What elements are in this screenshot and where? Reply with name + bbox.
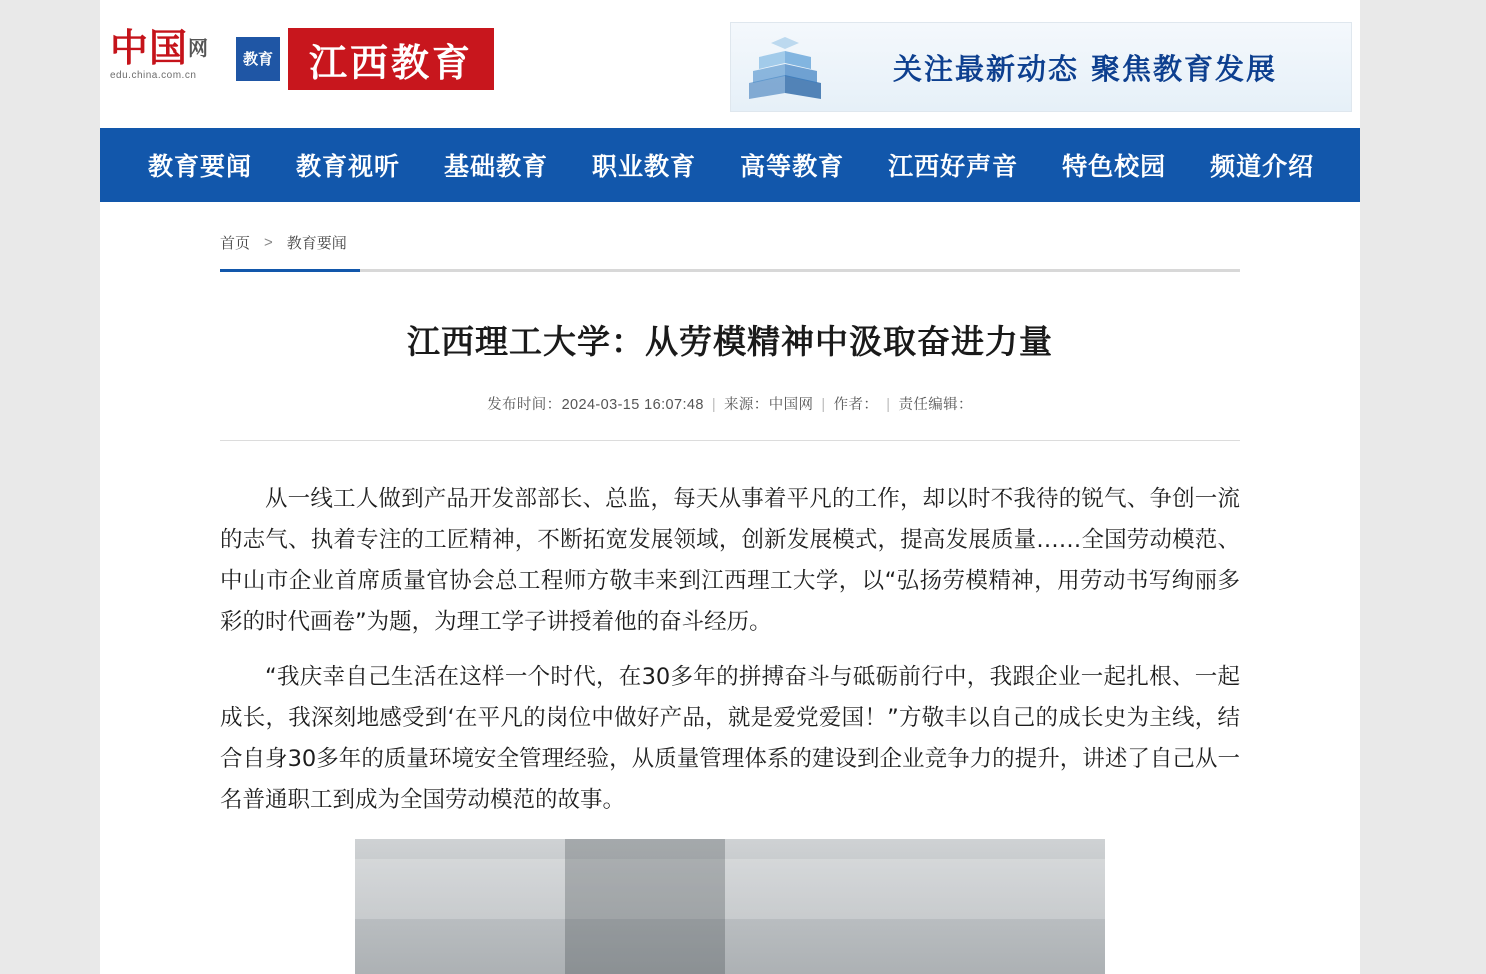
article-image-panel <box>565 839 725 974</box>
nav-item-jichujiaoyu[interactable]: 基础教育 <box>444 152 549 181</box>
page-left-margin <box>0 0 100 974</box>
publish-time-value: 2024-03-15 16:07:48 <box>561 397 704 413</box>
breadcrumb <box>220 202 1240 253</box>
meta-divider-2: | <box>821 397 826 413</box>
site-logo-group[interactable] <box>110 25 494 93</box>
main-nav <box>100 128 1360 202</box>
nav-item-jiangxihaoshengyin[interactable]: 江西好声音 <box>888 152 1019 181</box>
article-paragraph: “我庆幸自己生活在这样一个时代，在30多年的拼搏奋斗与砥砺前行中，我跟企业一起扎根、一起成长，我深刻地感受到‘在平凡的岗位中做好产品，就是爱党爱国！”方敬丰以自己的成长史为主线，结合自身30多年的质量环境安全管理经验，从质量管理体系的建设到企业竞争力的提升，讲述了自己从一名普通职工到成为全国劳动模范的故事。 <box>220 664 1240 813</box>
china-net-logo[interactable] <box>110 28 232 90</box>
breadcrumb-current[interactable]: 教育要闻 <box>286 235 347 252</box>
site-header <box>100 0 1360 128</box>
china-net-logo-url: edu.china.com.cn <box>110 70 197 81</box>
article-meta <box>220 393 1240 414</box>
article-body <box>220 479 1240 821</box>
nav-item-gaodengjiaoyu[interactable]: 高等教育 <box>740 152 845 181</box>
page-title: 江西理工大学：从劳模精神中汲取奋进力量 <box>407 322 1053 361</box>
banner-slogan: 关注最新动态 聚焦教育发展 <box>892 51 1278 86</box>
publish-time-label: 发布时间： <box>487 397 562 413</box>
page-frame <box>100 0 1360 974</box>
article-image-band <box>355 859 1105 919</box>
nav-item-tesexiaoyuan[interactable]: 特色校园 <box>1062 152 1167 181</box>
nav-item-jiaoyuyaowen[interactable]: 教育要闻 <box>148 152 253 181</box>
breadcrumb-home[interactable]: 首页 <box>220 235 251 252</box>
source-value: 中国网 <box>768 397 814 413</box>
meta-divider-3: | <box>886 397 891 413</box>
books-icon <box>741 31 833 103</box>
author-label: 作者： <box>833 397 879 413</box>
meta-rule <box>220 440 1240 441</box>
nav-item-zhiyejiaoyu[interactable]: 职业教育 <box>592 152 697 181</box>
top-banner[interactable] <box>730 22 1352 112</box>
article-image <box>355 839 1105 974</box>
meta-divider-1: | <box>711 397 716 413</box>
content-area <box>100 202 1360 974</box>
nav-item-jiaoyushiting[interactable]: 教育视听 <box>296 152 401 181</box>
china-net-logo-text: 中国 <box>110 26 189 70</box>
nav-item-pindaojieshao[interactable]: 频道介绍 <box>1210 152 1315 181</box>
china-net-logo-suffix: 网 <box>188 36 210 60</box>
article-paragraph: 从一线工人做到产品开发部部长、总监，每天从事着平凡的工作，却以时不我待的锐气、争创一流的志气、执着专注的工匠精神，不断拓宽发展领域，创新发展模式，提高发展质量……全国劳动模范、中山市企业首席质量官协会总工程师方敬丰来到江西理工大学，以“弘扬劳模精神，用劳动书写绚丽多彩的时代画卷”为题，为理工学子讲授着他的奋斗经历。 <box>220 486 1240 635</box>
page-right-margin <box>1360 0 1486 974</box>
breadcrumb-separator-icon: > <box>264 234 273 251</box>
breadcrumb-rule <box>220 269 1240 272</box>
education-badge[interactable]: 教育 <box>236 37 280 81</box>
source-label: 来源： <box>723 397 769 413</box>
editor-label: 责任编辑： <box>898 397 973 413</box>
jiangxi-education-logo[interactable]: 江西教育 <box>288 28 494 90</box>
china-net-logo-mark <box>110 28 232 68</box>
